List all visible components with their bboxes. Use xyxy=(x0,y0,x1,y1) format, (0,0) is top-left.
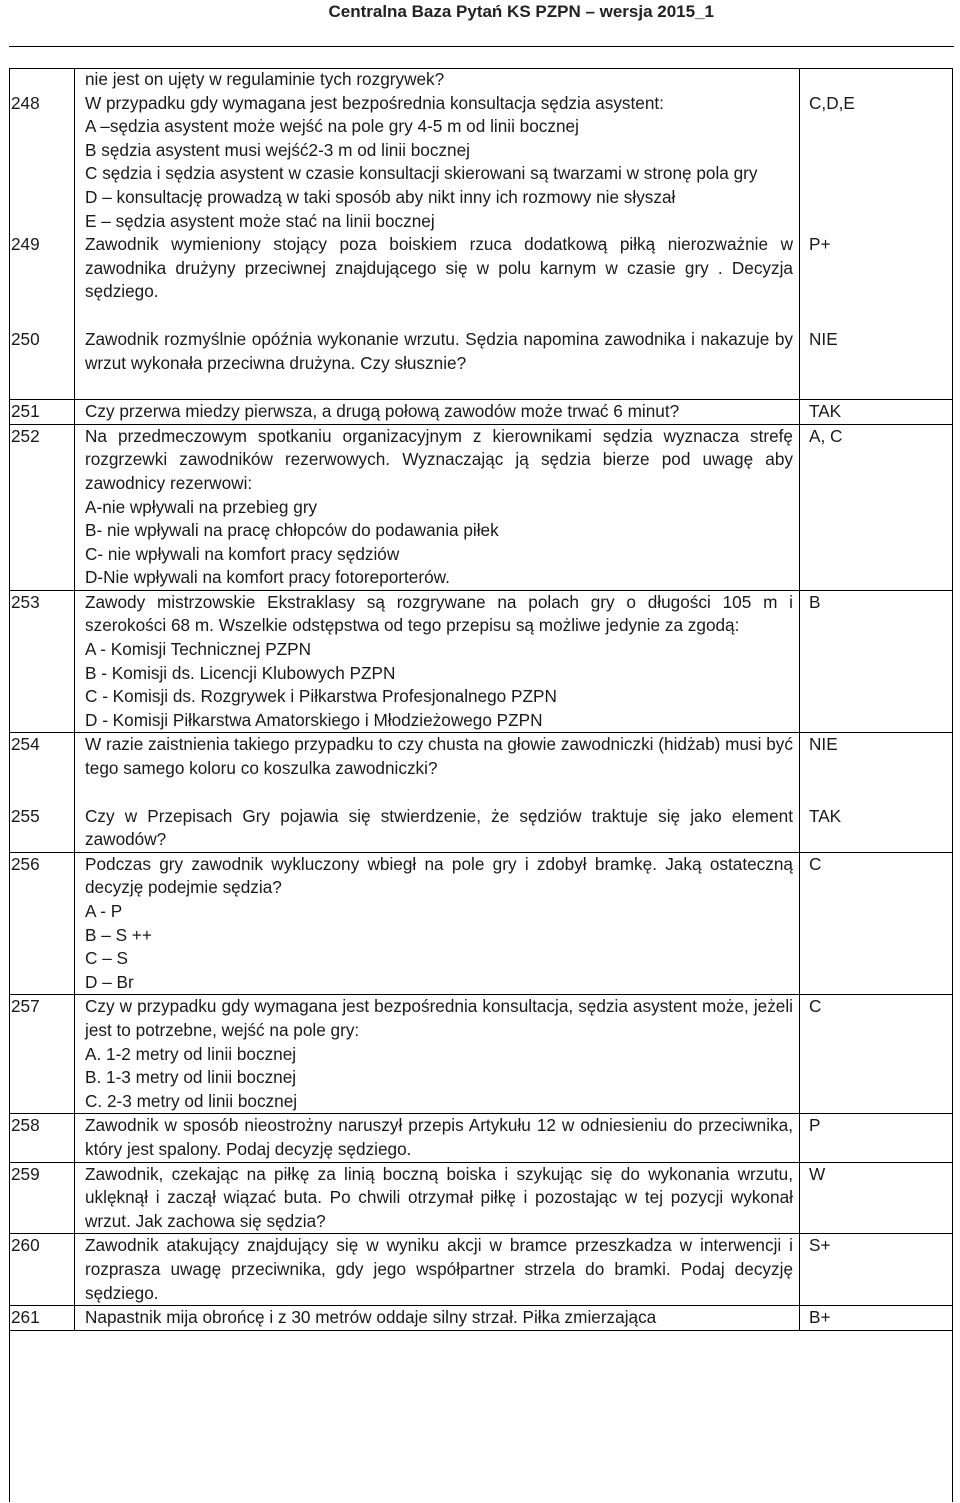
question-stem: Zawodnik, czekając na piłkę za linią boczną boiska i szykując się do wykonania wrzutu, uklęknął i zaczął wiązać buta. Po chwili otrzymał piłkę i pozostając w tej pozycji wykonał wrzut. Jak zachowa się sędzia? xyxy=(85,1163,793,1231)
question-number: 249 xyxy=(9,233,75,304)
question-row xyxy=(9,852,953,995)
question-row xyxy=(9,92,953,234)
answer-key: NIE xyxy=(809,328,838,349)
answer-key: C xyxy=(800,852,954,995)
question-option: C- nie wpływali na komfort pracy sędziów xyxy=(85,543,400,564)
spacer-cell xyxy=(9,781,75,805)
page-header-title: Centralna Baza Pytań KS PZPN – wersja 2015_1 xyxy=(328,2,714,21)
question-stem: nie jest on ujęty w regulaminie tych rozgrywek? xyxy=(85,69,445,89)
question-option: C sędzia i sędzia asystent w czasie konsultacji skierowani są twarzami w stronę pola gry xyxy=(85,163,758,184)
answer-key: TAK xyxy=(809,805,842,826)
question-text xyxy=(75,733,800,781)
question-text xyxy=(75,92,800,234)
question-text xyxy=(75,805,800,853)
answer-key: B xyxy=(800,590,954,733)
question-option: D - Komisji Piłkarstwa Amatorskiego i Młodzieżowego PZPN xyxy=(85,709,543,730)
question-stem: W przypadku gdy wymagana jest bezpośrednia konsultacja sędzia asystent: xyxy=(85,92,664,113)
question-option: A-nie wpływali na przebieg gry xyxy=(85,496,318,517)
answer-key: C xyxy=(800,995,954,1114)
question-row xyxy=(9,328,953,375)
question-stem: Zawodnik atakujący znajdujący się w wyniku akcji w bramce przeszkadza w interwencji i rozprasza uwagę przeciwnika, gdy jego współpartner strzela do bramki. Podaj decyzję sędziego. xyxy=(85,1235,793,1303)
answer-key: W xyxy=(800,1162,954,1234)
question-text xyxy=(75,590,800,733)
question-number: 258 xyxy=(9,1114,75,1162)
row-spacer xyxy=(9,781,953,805)
question-number xyxy=(9,68,75,92)
question-text xyxy=(75,424,800,590)
question-number: 251 xyxy=(9,400,75,425)
question-stem: Podczas gry zawodnik wykluczony wbiegł na pole gry i zdobył bramkę. Jaką ostateczną decyzję podejmie sędzia? xyxy=(85,853,793,898)
answer-key xyxy=(800,68,954,92)
question-stem: Zawodnik w sposób nieostrożny naruszył przepis Artykułu 12 w odniesieniu do przeciwnika, który jest spalony. Podaj decyzję sędziego. xyxy=(85,1115,793,1159)
question-row xyxy=(9,68,953,92)
question-text xyxy=(75,400,800,425)
question-option: A –sędzia asystent może wejść na pole gry 4-5 m od linii bocznej xyxy=(85,116,579,137)
question-row xyxy=(9,733,953,781)
question-row xyxy=(9,805,953,853)
spacer-cell xyxy=(75,781,800,805)
question-option: E – sędzia asystent może stać na linii bocznej xyxy=(85,210,435,231)
question-number: 259 xyxy=(9,1162,75,1234)
question-stem: Czy w Przepisach Gry pojawia się stwierdzenie, że sędziów traktuje się jako element zawodów? xyxy=(85,805,793,850)
row-spacer xyxy=(9,304,953,328)
question-stem: Zawody mistrzowskie Ekstraklasy są rozgrywane na polach gry o długości 105 m i szerokości 68 m. Wszelkie odstępstwa od tego przepisu są możliwe jedynie za zgodą: xyxy=(85,591,793,636)
spacer-cell xyxy=(9,304,75,328)
answer-key: P+ xyxy=(809,234,831,255)
question-number: 260 xyxy=(9,1234,75,1306)
question-text xyxy=(75,68,800,92)
question-text xyxy=(75,852,800,995)
question-stem: W razie zaistnienia takiego przypadku to czy chusta na głowie zawodniczki (hidżab) musi być tego samego koloru co koszulka zawodniczki? xyxy=(85,734,793,779)
question-number: 248 xyxy=(9,92,75,234)
question-text xyxy=(75,233,800,304)
question-text xyxy=(75,1306,800,1331)
question-option: D – Br xyxy=(85,971,134,992)
question-option: A - P xyxy=(85,901,123,921)
question-text xyxy=(75,1114,800,1162)
question-row xyxy=(9,590,953,733)
question-row xyxy=(9,233,953,304)
question-option: D-Nie wpływali na komfort pracy fotoreporterów. xyxy=(85,567,450,588)
question-number: 256 xyxy=(9,852,75,995)
question-number: 261 xyxy=(9,1306,75,1331)
question-option: A. 1-2 metry od linii bocznej xyxy=(85,1043,297,1064)
question-row xyxy=(9,1306,953,1331)
spacer-cell xyxy=(800,781,954,805)
questions-table xyxy=(9,68,953,1331)
question-text xyxy=(75,995,800,1114)
question-text xyxy=(75,1234,800,1306)
question-option: C - Komisji ds. Rozgrywek i Piłkarstwa Profesjonalnego PZPN xyxy=(85,686,557,707)
question-text xyxy=(75,1162,800,1234)
question-row xyxy=(9,1114,953,1162)
question-number: 254 xyxy=(9,733,75,781)
question-number: 252 xyxy=(9,424,75,590)
question-text xyxy=(75,328,800,375)
question-row xyxy=(9,1162,953,1234)
answer-key: NIE xyxy=(800,733,954,781)
spacer-cell xyxy=(800,375,954,400)
question-option: C – S xyxy=(85,948,128,969)
answer-key: C,D,E xyxy=(809,92,855,113)
question-number: 255 xyxy=(9,805,75,853)
question-number: 253 xyxy=(9,590,75,733)
row-spacer xyxy=(9,375,953,400)
answer-key: TAK xyxy=(800,400,954,425)
answer-key: P xyxy=(800,1114,954,1162)
question-option: B. 1-3 metry od linii bocznej xyxy=(85,1067,297,1088)
answer-key: A, C xyxy=(800,424,954,590)
question-row xyxy=(9,424,953,590)
question-stem: Napastnik mija obrońcę i z 30 metrów oddaje silny strzał. Piłka zmierzająca xyxy=(85,1307,657,1328)
question-row xyxy=(9,995,953,1114)
question-stem: Czy w przypadku gdy wymagana jest bezpośrednia konsultacja, sędzia asystent może, jeżeli jest to potrzebne, wejść na pole gry: xyxy=(85,996,793,1040)
question-stem: Zawodnik wymieniony stojący poza boiskiem rzuca dodatkową piłką nierozważnie w zawodnika drużyny przeciwnej znajdującego się w polu karnym w czasie gry . Decyzja sędziego. xyxy=(85,234,793,302)
question-option: B - Komisji ds. Licencji Klubowych PZPN xyxy=(85,662,396,683)
question-stem: Zawodnik rozmyślnie opóźnia wykonanie wrzutu. Sędzia napomina zawodnika i nakazuje by wrzut wykonała przeciwna drużyna. Czy słusznie? xyxy=(85,328,793,373)
question-row xyxy=(9,400,953,425)
answer-key: B+ xyxy=(800,1306,954,1331)
header-divider xyxy=(9,46,954,47)
question-option: C. 2-3 metry od linii bocznej xyxy=(85,1090,298,1111)
spacer-cell xyxy=(75,375,800,400)
question-stem: Czy przerwa miedzy pierwsza, a drugą połową zawodów może trwać 6 minut? xyxy=(85,401,680,422)
question-option: A - Komisji Technicznej PZPN xyxy=(85,639,312,660)
spacer-cell xyxy=(75,304,800,328)
question-number: 257 xyxy=(9,995,75,1114)
spacer-cell xyxy=(9,375,75,400)
question-option: B sędzia asystent musi wejść2-3 m od linii bocznej xyxy=(85,139,470,160)
question-option: B- nie wpływali na pracę chłopców do podawania piłek xyxy=(85,520,499,541)
spacer-cell xyxy=(800,304,954,328)
question-stem: Na przedmeczowym spotkaniu organizacyjnym z kierownikami sędzia wyznacza strefę rozgrzewki zawodników rezerwowych. Wyznaczając ją sędzia bierze pod uwagę aby zawodnicy rezerwowi: xyxy=(85,425,793,493)
question-option: B – S ++ xyxy=(85,924,152,945)
question-number: 250 xyxy=(9,328,75,375)
question-row xyxy=(9,1234,953,1306)
answer-key: S+ xyxy=(800,1234,954,1306)
question-option: D – konsultację prowadzą w taki sposób aby nikt inny ich rozmowy nie słyszał xyxy=(85,186,676,207)
